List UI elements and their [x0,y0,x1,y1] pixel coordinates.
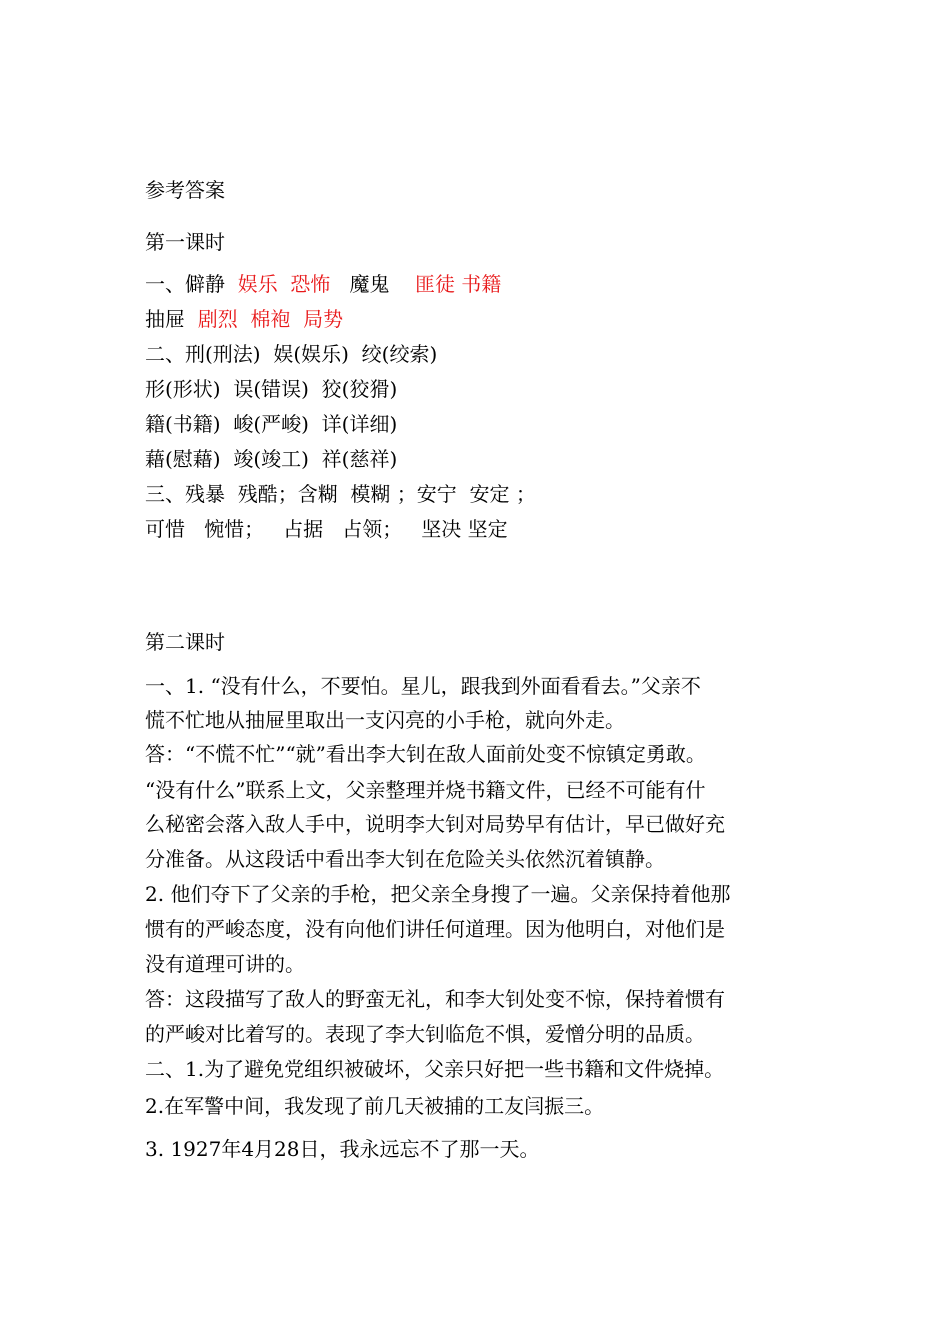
lesson2-line: 一、1. “没有什么，不要怕。星儿，跟我到外面看看去。”父亲不 [145,674,701,698]
lesson2-line: 2.在军警中间，我发现了前几天被捕的工友闫振三。 [145,1094,605,1118]
lesson2-line: 二、1.为了避免党组织被破坏，父亲只好把一些书籍和文件烧掉。 [145,1057,725,1081]
lesson2-heading: 第二课时 [145,630,225,654]
lesson1-q1-line2 [145,305,343,333]
lesson2-line: “没有什么”联系上文，父亲整理并烧书籍文件，已经不可能有什 [145,778,706,802]
lesson1-q2-line2: 形(形状) 误(错误) 狡(狡猾) [145,377,398,401]
lesson2-line: 答：这段描写了敌人的野蛮无礼，和李大钊处变不惊，保持着惯有 [145,987,725,1011]
lesson2-line: 答：“不慌不忙”“就”看出李大钊在敌人面前处变不惊镇定勇敢。 [145,742,706,766]
q1-line2-answer-red: 剧烈 棉袍 局势 [197,307,344,331]
q1-mid: 魔鬼 [330,272,415,296]
q1-line2-prefix: 抽屉 [145,307,198,331]
lesson2-line: 2. 他们夺下了父亲的手枪，把父亲全身搜了一遍。父亲保持着他那 [145,882,731,906]
lesson1-q2-line3: 籍(书籍) 峻(严峻) 详(详细) [145,412,398,436]
lesson2-line: 3. 1927年4月28日，我永远忘不了那一天。 [145,1137,540,1161]
lesson2-line: 分准备。从这段话中看出李大钊在危险关头依然沉着镇静。 [145,847,665,871]
lesson1-q2-line1: 二、刑(刑法) 娱(娱乐) 绞(绞索) [145,342,438,366]
lesson1-heading: 第一课时 [145,230,225,254]
q1-answer-red: 娱乐 恐怖 [237,272,331,296]
lesson2-line: 慌不忙地从抽屉里取出一支闪亮的小手枪，就向外走。 [145,708,625,732]
lesson2-line: 么秘密会落入敌人手中，说明李大钊对局势早有估计，早已做好充 [145,812,725,836]
answer-title: 参考答案 [145,178,225,202]
lesson2-line: 没有道理可讲的。 [145,952,305,976]
lesson1-q3-line2: 可惜 惋惜； 占据 占领； 坚决 坚定 [145,517,508,541]
lesson2-line: 的严峻对比着写的。表现了李大钊临危不惧，爱憎分明的品质。 [145,1022,705,1046]
lesson1-q1-line1 [145,270,501,298]
q1-answer-red-2: 匪徒 书籍 [414,272,502,296]
q1-prefix: 一、僻静 [145,272,238,296]
lesson1-q3-line1: 三、残暴 残酷；含糊 模糊 ；安宁 安定 ； [145,482,536,506]
lesson1-q2-line4: 藉(慰藉) 竣(竣工) 祥(慈祥) [145,447,398,471]
lesson2-line: 惯有的严峻态度，没有向他们讲任何道理。因为他明白，对他们是 [145,917,725,941]
